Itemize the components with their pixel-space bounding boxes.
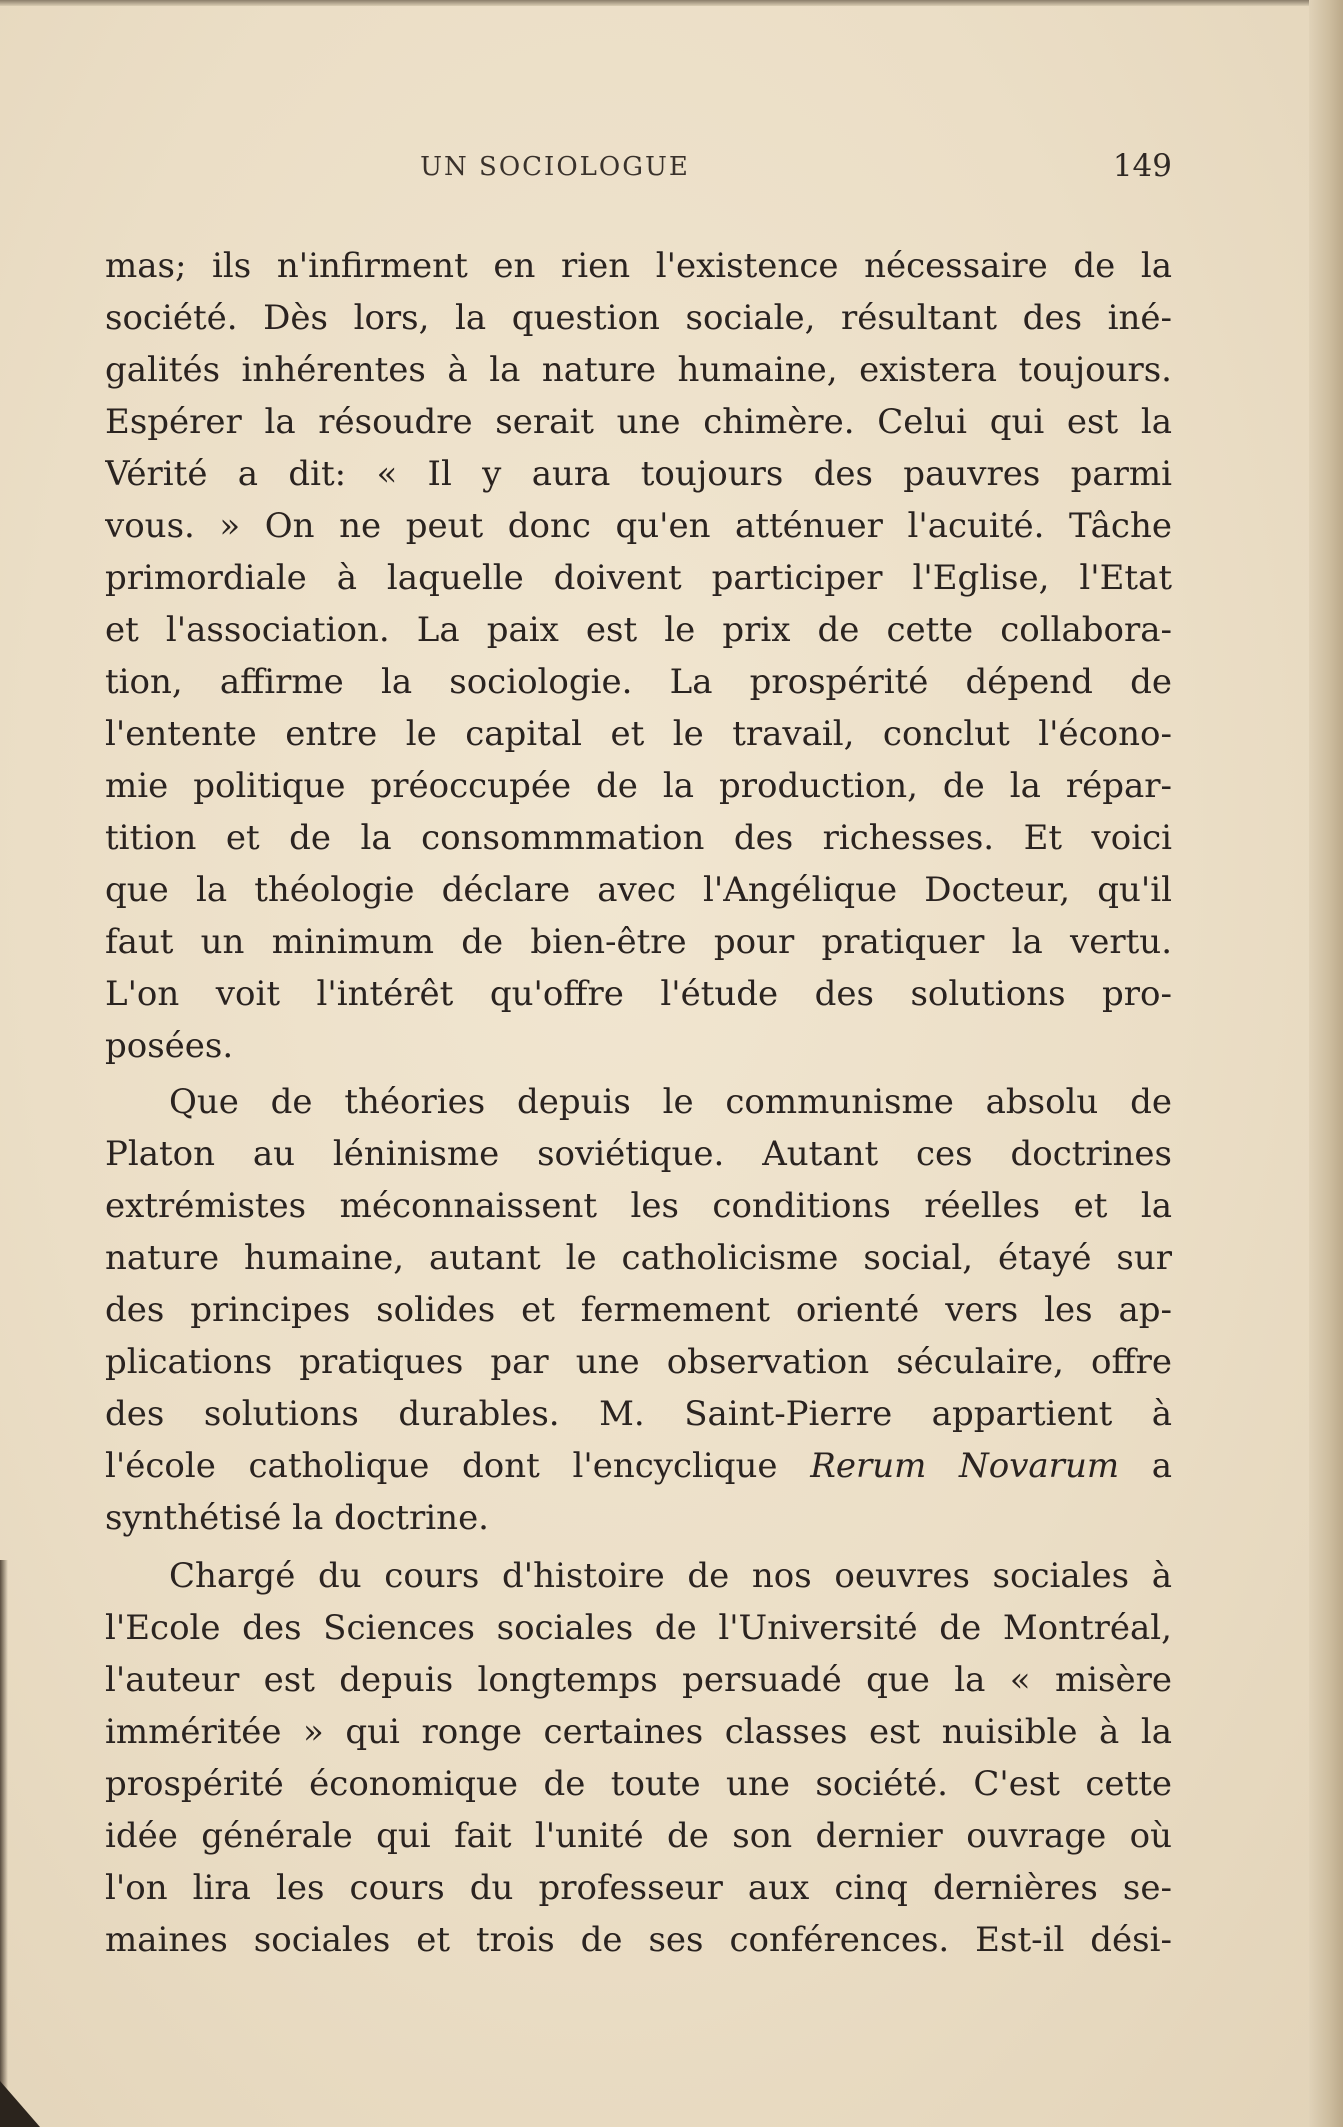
- text-line: L'on voit l'intérêt qu'offre l'étude des solutions pro-: [105, 974, 1172, 1014]
- line-text-before-title: l'école catholique dont l'encyclique: [105, 1446, 811, 1486]
- text-line: tition et de la consommmation des richesses. Et voici: [105, 818, 1172, 858]
- paragraph-3: [105, 1550, 1172, 1966]
- text-line: Platon au léninisme soviétique. Autant ces doctrines: [105, 1134, 1172, 1174]
- text-line-with-title: [105, 1440, 1172, 1492]
- page-gutter-edge: [1309, 0, 1343, 2127]
- text-line: nature humaine, autant le catholicisme social, étayé sur: [105, 1238, 1172, 1278]
- text-line: des solutions durables. M. Saint-Pierre appartient à: [105, 1394, 1172, 1434]
- encyclical-title: Rerum Novarum: [810, 1446, 1120, 1486]
- text-line: des principes solides et fermement orienté vers les ap-: [105, 1290, 1172, 1330]
- text-line: primordiale à laquelle doivent participer l'Eglise, l'Etat: [105, 558, 1172, 598]
- text-line: Espérer la résoudre serait une chimère. Celui qui est la: [105, 402, 1172, 442]
- body-text: [105, 240, 1172, 1966]
- text-line: mie politique préoccupée de la production, de la répar-: [105, 766, 1172, 806]
- text-line: plications pratiques par une observation séculaire, offre: [105, 1342, 1172, 1382]
- page-number: 149: [1112, 148, 1172, 184]
- text-line: l'on lira les cours du professeur aux cinq dernières se-: [105, 1868, 1172, 1908]
- text-line: tion, affirme la sociologie. La prospérité dépend de: [105, 662, 1172, 702]
- text-line: maines sociales et trois de ses conférences. Est-il dési-: [105, 1920, 1172, 1960]
- text-line: idée générale qui fait l'unité de son dernier ouvrage où: [105, 1816, 1172, 1856]
- page-left-shadow: [0, 1560, 8, 2127]
- text-line: mas; ils n'infirment en rien l'existence nécessaire de la: [105, 246, 1172, 286]
- text-line: extrémistes méconnaissent les conditions réelles et la: [105, 1186, 1172, 1226]
- text-line: Vérité a dit: « Il y aura toujours des pauvres parmi: [105, 454, 1172, 494]
- page-top-edge: [0, 0, 1343, 6]
- text-line: que la théologie déclare avec l'Angélique Docteur, qu'il: [105, 870, 1172, 910]
- text-line: Chargé du cours d'histoire de nos oeuvres sociales à: [169, 1556, 1172, 1596]
- running-title: UN SOCIOLOGUE: [420, 152, 690, 182]
- page-corner-shadow: [0, 2081, 40, 2127]
- text-line: synthétisé la doctrine.: [105, 1498, 489, 1538]
- text-line: l'auteur est depuis longtemps persuadé que la « misère: [105, 1660, 1172, 1700]
- running-head: [105, 148, 1172, 188]
- text-line: Que de théories depuis le communisme absolu de: [169, 1082, 1172, 1122]
- paragraph-2: [105, 1076, 1172, 1544]
- text-line: société. Dès lors, la question sociale, résultant des iné-: [105, 298, 1172, 338]
- text-line: l'Ecole des Sciences sociales de l'Université de Montréal,: [105, 1608, 1172, 1648]
- text-line: galités inhérentes à la nature humaine, existera toujours.: [105, 350, 1172, 390]
- text-line: prospérité économique de toute une société. C'est cette: [105, 1764, 1172, 1804]
- text-line: faut un minimum de bien-être pour pratiquer la vertu.: [105, 922, 1172, 962]
- paragraph-1: [105, 240, 1172, 1072]
- text-line: vous. » On ne peut donc qu'en atténuer l'acuité. Tâche: [105, 506, 1172, 546]
- line-text-after-title: a: [1119, 1446, 1172, 1486]
- text-line: imméritée » qui ronge certaines classes est nuisible à la: [105, 1712, 1172, 1752]
- text-line: posées.: [105, 1026, 234, 1066]
- text-line: l'entente entre le capital et le travail, conclut l'écono-: [105, 714, 1172, 754]
- text-line: et l'association. La paix est le prix de cette collabora-: [105, 610, 1172, 650]
